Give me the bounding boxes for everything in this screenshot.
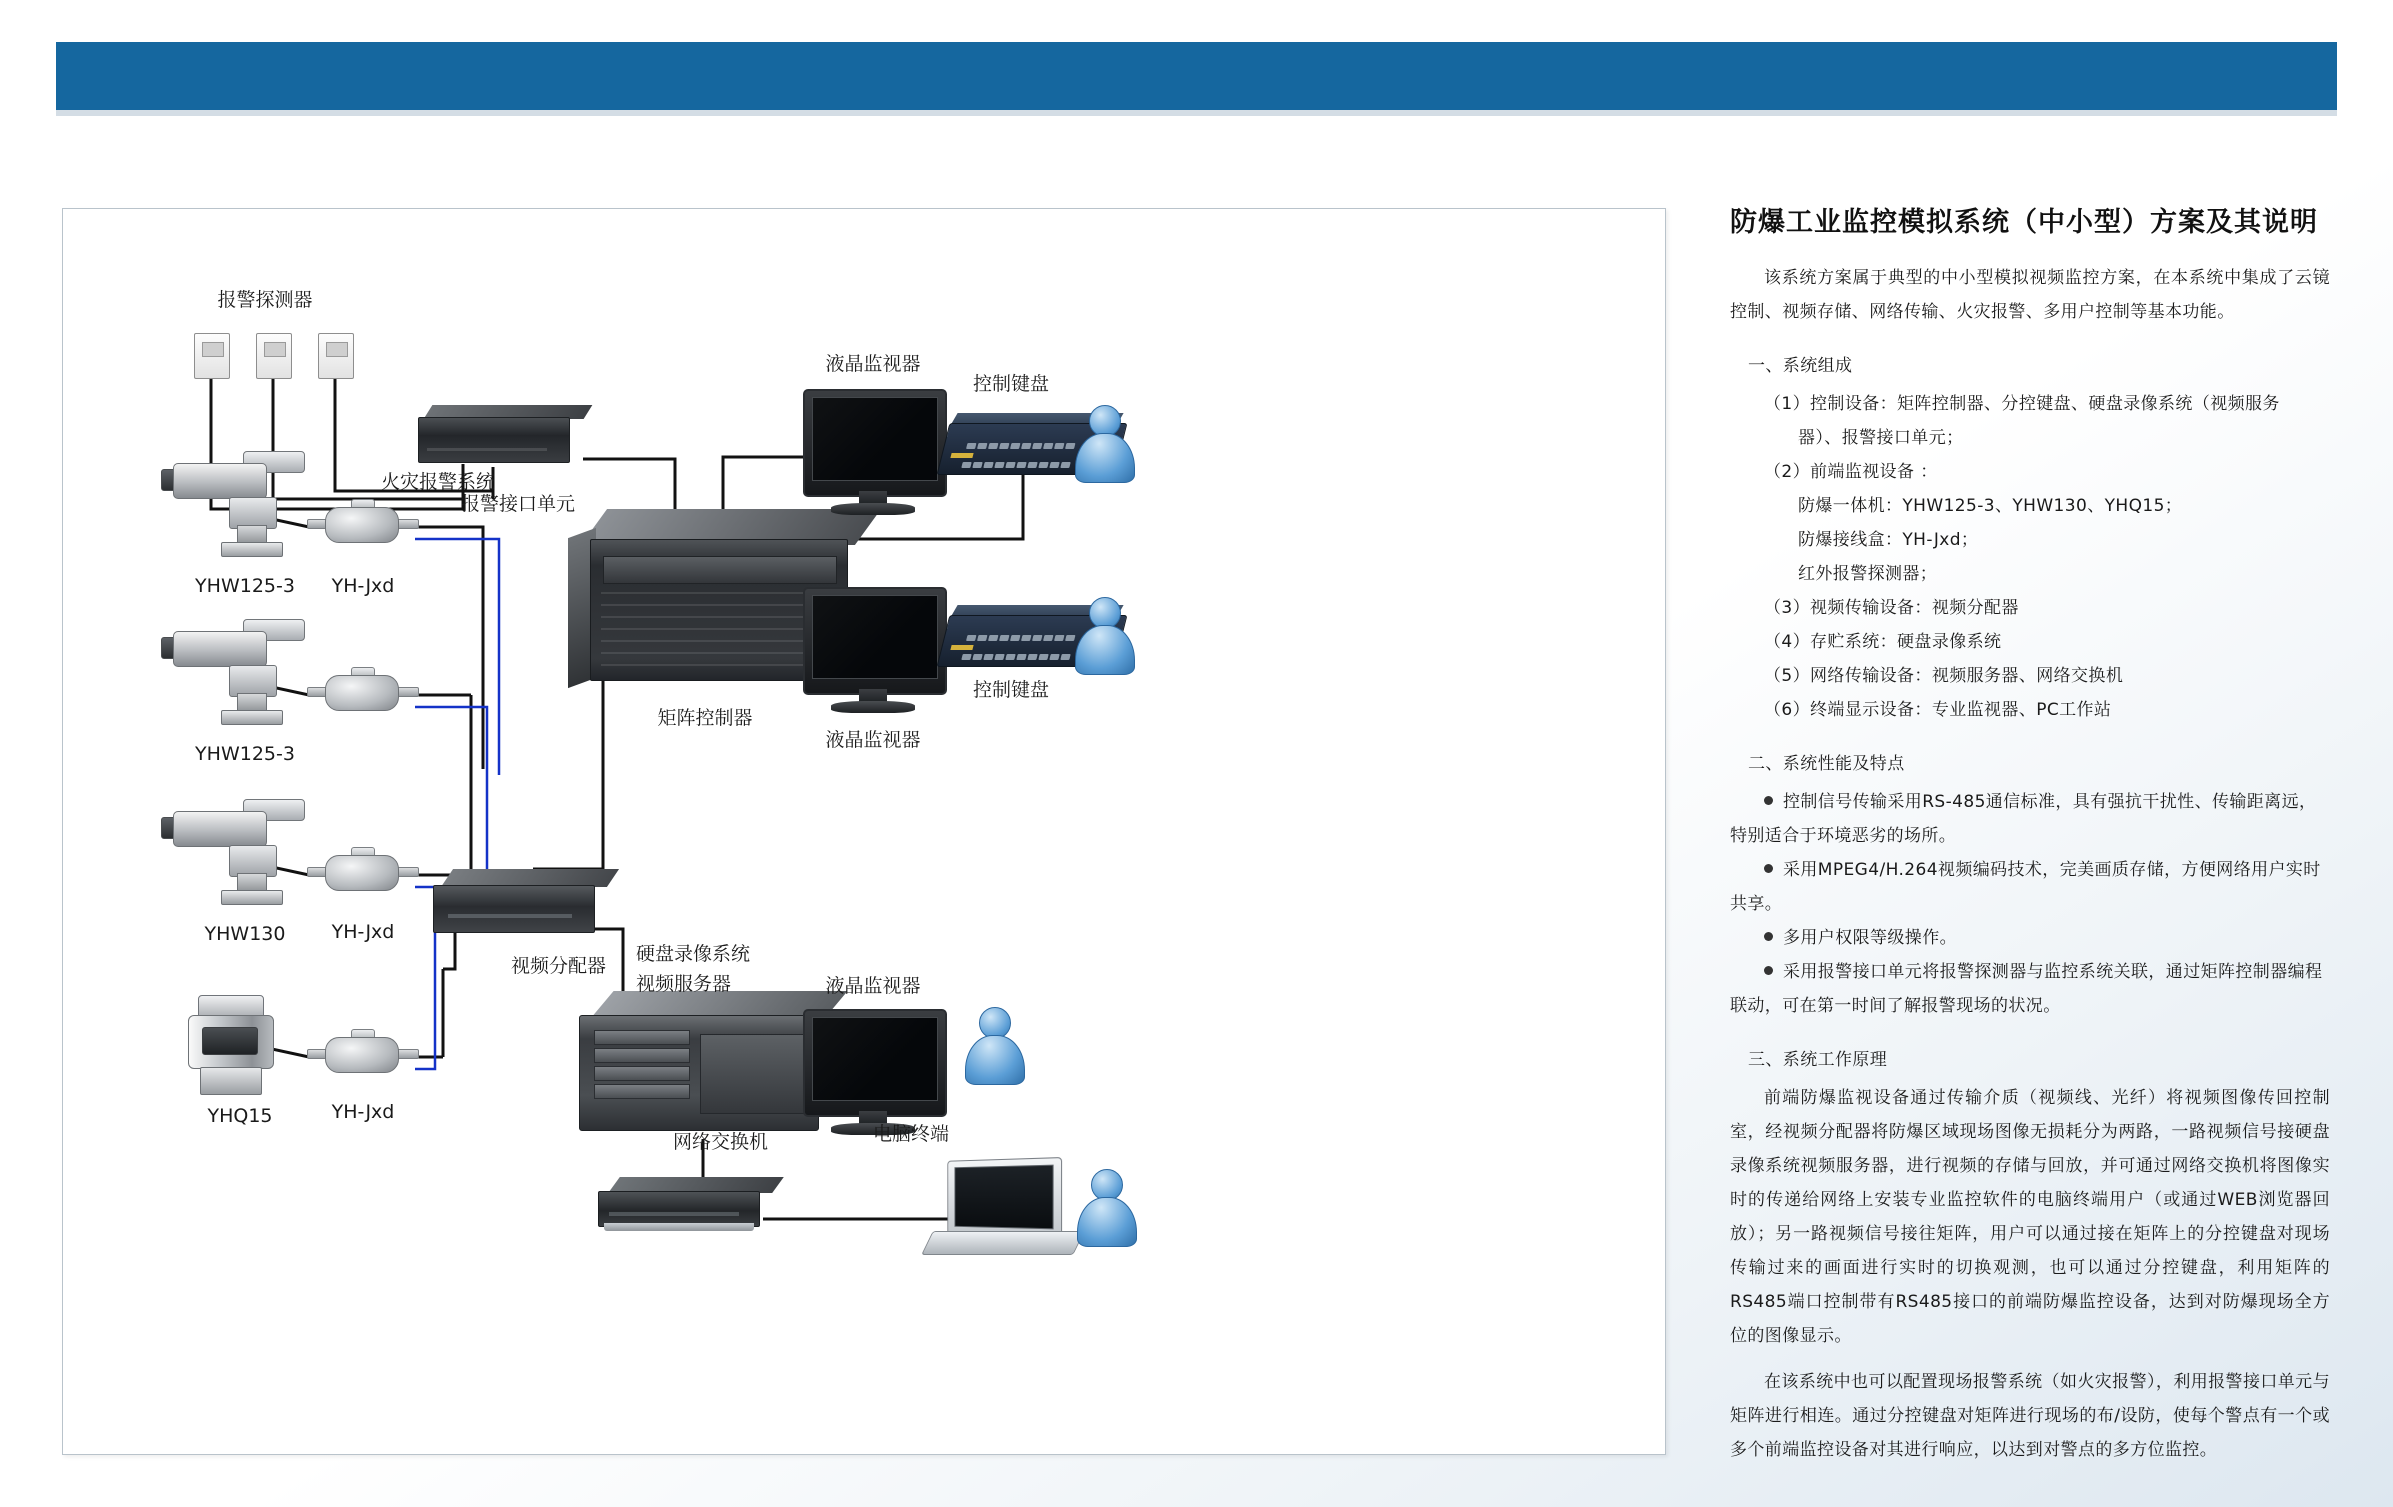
bullet-dot-icon	[1764, 796, 1773, 805]
section-2-bullet-3	[1730, 921, 2330, 955]
alarm-detector-2	[256, 333, 292, 379]
header-band	[56, 42, 2337, 110]
section-1-item-1-cont: 器）、报警接口单元；	[1798, 428, 1964, 448]
user-avatar-4	[1075, 1169, 1137, 1249]
section-1-item-2: （2）前端监视设备 ：	[1764, 462, 1938, 482]
label-camera-yhw130: YHW130	[204, 923, 286, 945]
document-intro: 该系统方案属于典型的中小型模拟视频监控方案，在本系统中集成了云镜控制、视频存储、网络传输、火灾报警、多用户控制等基本功能。	[1730, 268, 2330, 322]
label-lcd-monitor-top: 液晶监视器	[825, 353, 921, 375]
label-network-switch: 网络交换机	[673, 1131, 769, 1153]
user-avatar-1	[1073, 405, 1135, 485]
section-2-heading: 二、系统性能及特点	[1748, 754, 1905, 774]
section-2-bullet-1-text: 控制信号传输采用RS-485通信标准，具有强抗干扰性、传输距离远，特别适合于环境恶劣的场所。	[1730, 792, 2317, 846]
network-switch-device	[598, 1177, 778, 1237]
alarm-detector-3	[318, 333, 354, 379]
lcd-monitor-top	[803, 389, 943, 519]
label-control-keyboard-top: 控制键盘	[972, 373, 1050, 395]
label-junction-box-4: YH-Jxd	[331, 1101, 395, 1123]
section-2-bullet-4-text: 采用报警接口单元将报警探测器与监控系统关联，通过矩阵控制器编程联动，可在第一时间了解报警现场的状况。	[1730, 962, 2323, 1016]
pc-terminal-device	[921, 1159, 1081, 1269]
section-2-bullet-2	[1730, 853, 2330, 921]
section-1-item-3: （3）视频传输设备：视频分配器	[1764, 598, 2019, 618]
dvr-video-server-device	[571, 991, 841, 1141]
label-alarm-interface-unit: 报警接口单元	[460, 493, 576, 515]
label-fire-alarm-system: 火灾报警系统	[381, 471, 496, 493]
alarm-interface-unit-device	[418, 405, 588, 463]
section-3-paragraph-1: 前端防爆监视设备通过传输介质（视频线、光纤）将视频图像传回控制室，经视频分配器将防爆区域现场图像无损耗分为两路，一路视频信号接硬盘录像系统视频服务器，进行视频的存储与回放，并可通过网络交换机将图像实时的传递给网络上安装专业监控软件的电脑终端用户（或通过WEB浏览器回放）；另一路视频信号接往矩阵，用户可以通过接在矩阵上的分控键盘对现场传输过来的画面进行实时的切换观测，也可以通过分控键盘，利用矩阵的RS485端口控制带有RS485接口的前端防爆监控设备，达到对防爆现场全方位的图像显示。	[1730, 1088, 2330, 1346]
bullet-dot-icon	[1764, 932, 1773, 941]
video-distributor-device	[433, 869, 613, 935]
label-junction-box-1: YH-Jxd	[331, 575, 395, 597]
diagram-canvas	[63, 209, 1665, 1454]
section-3-paragraph-2: 在该系统中也可以配置现场报警系统（如火灾报警），利用报警接口单元与矩阵进行相连。通过分控键盘对矩阵进行现场的布/设防，使每个警点有一个或多个前端监控设备对其进行响应，以达到对警点的多方位监控。	[1730, 1372, 2330, 1460]
label-control-keyboard-mid: 控制键盘	[972, 679, 1050, 701]
lcd-monitor-mid	[803, 587, 943, 717]
camera-yhw125-3-b	[173, 617, 323, 735]
bullet-dot-icon	[1764, 864, 1773, 873]
section-2-bullet-3-text: 多用户权限等级操作。	[1783, 928, 1957, 948]
section-1-item-4: （4）存贮系统：硬盘录像系统	[1764, 632, 2002, 652]
label-pc-terminal: 电脑终端	[873, 1123, 950, 1145]
user-avatar-3	[963, 1007, 1025, 1087]
section-1-item-6: （6）终端显示设备：专业监视器、PC工作站	[1764, 700, 2112, 720]
document-title: 防爆工业监控模拟系统（中小型）方案及其说明	[1730, 207, 2318, 238]
label-dvr-line2: 视频服务器	[636, 973, 732, 995]
label-matrix-controller: 矩阵控制器	[657, 707, 753, 729]
section-2-bullet-1	[1730, 785, 2330, 853]
bullet-dot-icon	[1764, 966, 1773, 975]
camera-yhw125-3-a	[173, 449, 323, 567]
document-text-column	[1730, 200, 2330, 1479]
camera-yhq15	[178, 995, 298, 1115]
header-band-shadow	[56, 110, 2337, 116]
label-video-distributor: 视频分配器	[511, 955, 607, 977]
system-diagram-panel	[62, 208, 1666, 1455]
section-1-item-5: （5）网络传输设备：视频服务器、网络交换机	[1764, 666, 2124, 686]
label-camera-yhw125-3-a: YHW125-3	[195, 575, 295, 597]
section-3-heading: 三、系统工作原理	[1748, 1050, 1888, 1070]
camera-yhw130	[173, 797, 323, 915]
label-lcd-monitor-mid: 液晶监视器	[825, 729, 921, 751]
junction-box-2	[311, 667, 415, 725]
label-camera-yhw125-3-b: YHW125-3	[195, 743, 295, 765]
label-dvr-line1: 硬盘录像系统	[636, 943, 751, 965]
label-junction-box-3: YH-Jxd	[331, 921, 395, 943]
section-1-item-2-sub-2: 防爆接线盒：YH-Jxd；	[1798, 530, 1979, 550]
junction-box-4	[311, 1029, 415, 1087]
section-1-item-2-sub-3: 红外报警探测器；	[1798, 564, 1938, 584]
section-2-bullet-4	[1730, 955, 2330, 1023]
section-2-bullet-2-text: 采用MPEG4/H.264视频编码技术，完美画质存储，方便网络用户实时共享。	[1730, 860, 2321, 914]
user-avatar-2	[1073, 597, 1135, 677]
alarm-detector-1	[194, 333, 230, 379]
label-lcd-monitor-bottom: 液晶监视器	[825, 975, 921, 997]
junction-box-1	[311, 499, 415, 557]
junction-box-3	[311, 847, 415, 905]
label-camera-yhq15: YHQ15	[207, 1105, 273, 1127]
section-1-item-2-sub-1: 防爆一体机：YHW125-3、YHW130、YHQ15；	[1798, 496, 2183, 516]
section-1-heading: 一、系统组成	[1748, 356, 1853, 376]
section-1-item-1: （1）控制设备：矩阵控制器、分控键盘、硬盘录像系统（视频服务	[1764, 394, 2280, 414]
label-alarm-detector: 报警探测器	[217, 289, 313, 311]
